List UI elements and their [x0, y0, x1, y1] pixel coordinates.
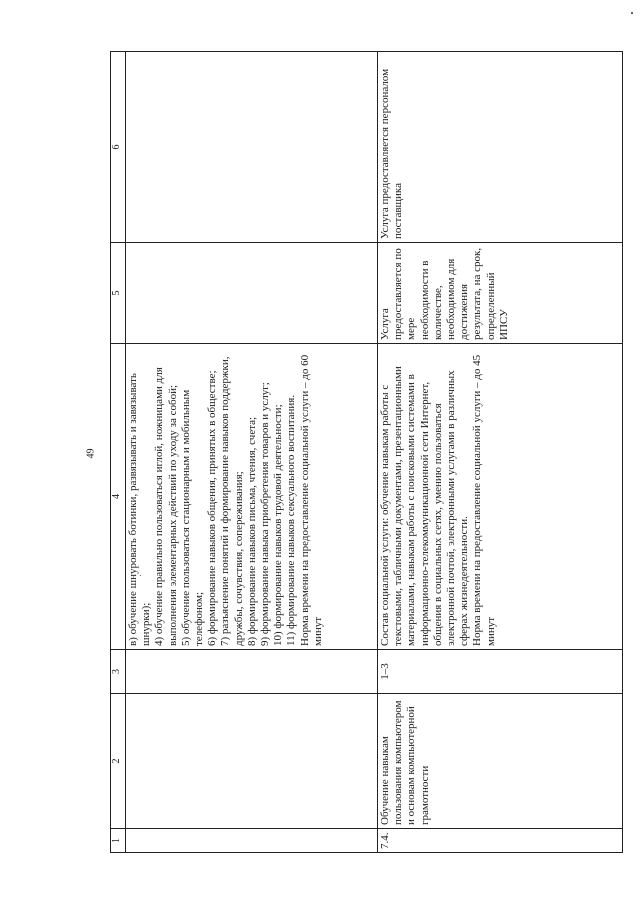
service-content: Состав социальной услуги: обучение навыкам работы с текстовыми, табличными документами, презентационными материалами, навыкам работы с поисковыми системами в информационно-телекоммуникационной сети Интернет, общения в социальных сетях, умению пользоваться электронной почтой, электронными услугами в различных сферах жизнедеятельности. Норма времени на предоставление социальной услуги – до 45 минут [378, 344, 623, 650]
header-row [111, 52, 126, 853]
services-table [110, 51, 623, 853]
page-number: 49 [85, 448, 97, 459]
cell-empty [126, 52, 378, 243]
header-col-5: 5 [111, 243, 126, 344]
service-category: 1–3 [378, 650, 623, 694]
row-number: 7.4. [378, 829, 623, 853]
cell-empty [126, 650, 378, 694]
scan-speck [631, 12, 633, 14]
header-col-1: 1 [111, 829, 126, 853]
scan-speck [140, 575, 141, 576]
cell-empty [126, 829, 378, 853]
services-table-wrapper [110, 58, 623, 853]
header-col-6: 6 [111, 52, 126, 243]
header-col-3: 3 [111, 650, 126, 694]
service-provider: Услуга предоставляется персоналом поставщика [378, 52, 623, 243]
table-row [126, 52, 378, 853]
service-frequency: Услуга предоставляется по мере необходимости в количестве, необходимом для достижения результата, на срок, определенный ИПСУ [378, 243, 623, 344]
continued-service-content: в) обучение шнуровать ботинки, развязывать и завязывать шнурки); 4) обучение правильно пользоваться иглой, ножницами для выполнения элементарных действий по уходу за собой; 5) обучение пользоваться стационарным и мобильным телефоном; 6) формирование навыков общения, принятых в обществе; 7) разъяснение понятий и формирование навыков поддержки, дружбы, сочувствия, сопереживания; 8) формирование навыков письма, чтения, счета; 9) формирование навыка приобретения товаров и услуг; 10) формирование навыков трудовой деятельности; 11) формирование навыков сексуального воспитания. Норма времени на предоставление социальной услуги – до 60 минут [126, 344, 378, 650]
cell-empty [126, 694, 378, 829]
cell-empty [126, 243, 378, 344]
table-row [378, 52, 623, 853]
header-col-2: 2 [111, 694, 126, 829]
header-col-4: 4 [111, 344, 126, 650]
service-name: Обучение навыкам пользования компьютером и основам компьютерной грамотности [378, 694, 623, 829]
